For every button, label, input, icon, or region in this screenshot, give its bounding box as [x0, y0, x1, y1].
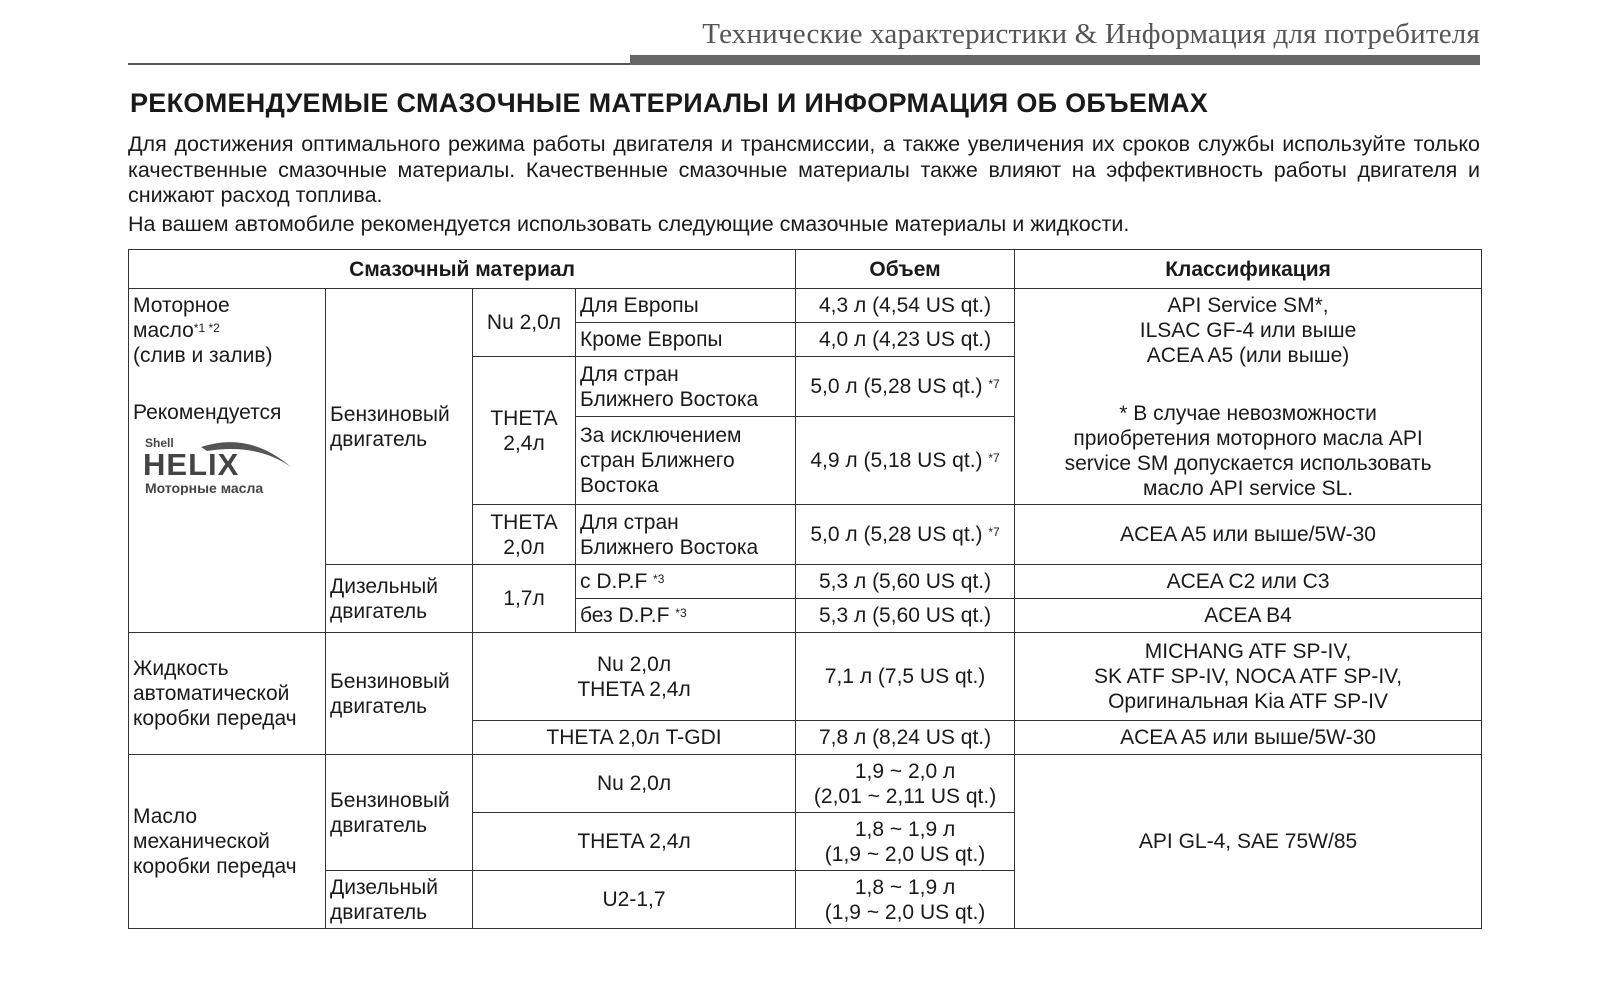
diesel-label-1: Дизельный: [330, 574, 438, 598]
page-title: РЕКОМЕНДУЕМЫЕ СМАЗОЧНЫЕ МАТЕРИАЛЫ И ИНФОРМАЦИЯ ОБ ОБЪЕМАХ: [130, 88, 1209, 118]
header-rule-bar: [630, 55, 1480, 65]
volume-footnote: *7: [988, 451, 1000, 465]
mtf-u2-vol-1: 1,8 ~ 1,9 л: [854, 875, 956, 899]
engine-theta-24: [473, 357, 576, 505]
dpf-without-label: без D.P.F: [580, 604, 670, 627]
header-lubricant: Смазочный материал: [129, 250, 796, 289]
atf-engine-1: Nu 2,0л: [596, 652, 672, 676]
dpf-footnote: *3: [653, 572, 665, 586]
region-me-line-2: Ближнего Востока: [580, 387, 759, 411]
atf-cls-3: Оригинальная Kia ATF SP-IV: [1108, 690, 1388, 713]
mtf-diesel-2: двигатель: [330, 900, 428, 924]
atf-volume: 7,1 л (7,5 US qt.): [796, 633, 1015, 721]
mtf-u2: U2-1,7: [473, 871, 796, 929]
volume-me-value: 5,0 л (5,28 US qt.): [810, 375, 983, 398]
region-me2-line-1: Для стран: [580, 510, 679, 534]
atf-category: [129, 633, 326, 755]
cls-line-2: ILSAC GF-4 или выше: [1139, 318, 1357, 342]
mtf-category: [129, 755, 326, 929]
region-exme-line-1: За исключением: [580, 424, 742, 447]
petrol-label-1: Бензиновый: [330, 402, 450, 426]
region-exme-line-3: Востока: [580, 474, 659, 497]
cls-note-4: масло API service SL.: [1142, 476, 1354, 500]
header-volume: Объем: [796, 250, 1015, 289]
table-header-row: [129, 250, 1482, 289]
theta20-line-1: THETA: [490, 510, 558, 534]
volume-theta20: [796, 505, 1015, 565]
mtf-classification: API GL-4, SAE 75W/85: [1015, 755, 1482, 929]
mtf-label-1: Масло: [133, 805, 198, 828]
atf-classification: [1015, 633, 1482, 721]
atf-label-2: автоматической: [133, 682, 290, 705]
engine-diesel-17: 1,7л: [473, 565, 576, 633]
intro-paragraph-2: На вашем автомобиле рекомендуется использовать следующие смазочные материалы и жидкости.: [128, 212, 1130, 236]
atf-label-3: коробки передач: [133, 707, 297, 730]
engine-oil-classification: [1015, 289, 1482, 505]
cls-note-1: * В случае невозможности: [1119, 401, 1377, 425]
engine-oil-label-1: Моторное: [133, 294, 230, 317]
engine-oil-category: [129, 289, 326, 633]
mtf-nu-volume: [796, 755, 1015, 813]
cls-line-1: API Service SM*,: [1167, 293, 1329, 317]
theta24-line-2: 2,4л: [503, 431, 545, 455]
mtf-label-2: механической: [133, 830, 270, 853]
mtf-u2-volume: [796, 871, 1015, 929]
mtf-petrol-2: двигатель: [330, 813, 428, 837]
logo-brand: Shell: [145, 436, 174, 450]
table-row: [129, 633, 1482, 721]
theta20-line-2: 2,0л: [503, 535, 545, 559]
mtf-theta-vol-1: 1,8 ~ 1,9 л: [854, 817, 956, 841]
cls-dpf-with: ACEA C2 или C3: [1015, 565, 1482, 599]
mtf-theta-vol-2: (1,9 ~ 2,0 US qt.): [824, 842, 986, 866]
atf-petrol-1: Бензиновый: [330, 669, 450, 693]
atf-cls-1: MICHANG ATF SP-IV,: [1144, 640, 1352, 663]
theta24-line-1: THETA: [490, 406, 558, 430]
volume-except-middle-east: [796, 417, 1015, 505]
atf-engines: [473, 633, 796, 721]
mtf-diesel: [326, 871, 473, 929]
table-row: [129, 565, 1482, 599]
engine-oil-footnote: *1 *2: [193, 321, 220, 335]
volume-middle-east: [796, 357, 1015, 417]
volume-theta20-value: 5,0 л (5,28 US qt.): [810, 523, 983, 546]
dpf-without: [576, 599, 796, 633]
mtf-nu-vol-2: (2,01 ~ 2,11 US qt.): [813, 784, 997, 808]
engine-oil-diesel: [326, 565, 473, 633]
dpf-with: [576, 565, 796, 599]
mtf-u2-vol-2: (1,9 ~ 2,0 US qt.): [824, 900, 986, 924]
atf-engine-2: THETA 2,4л: [577, 677, 691, 701]
volume-dpf-with: 5,3 л (5,60 US qt.): [796, 565, 1015, 599]
dpf-footnote: *3: [675, 606, 687, 620]
atf-tgdi-classification: ACEA A5 или выше/5W-30: [1015, 721, 1482, 755]
running-header: Технические характеристики & Информация для потребителя: [702, 18, 1480, 50]
atf-cls-2: SK ATF SP-IV, NOCA ATF SP-IV,: [1093, 665, 1403, 688]
atf-petrol: [326, 633, 473, 755]
engine-oil-label-2: масло: [133, 319, 194, 342]
shell-helix-logo: [139, 433, 295, 495]
mtf-petrol-1: Бензиновый: [330, 788, 450, 812]
engine-oil-petrol: [326, 289, 473, 565]
mtf-diesel-1: Дизельный: [330, 875, 438, 899]
atf-label-1: Жидкость: [133, 657, 229, 680]
mtf-theta: THETA 2,4л: [473, 813, 796, 871]
region-me2-line-2: Ближнего Востока: [580, 535, 759, 559]
petrol-label-2: двигатель: [330, 427, 428, 451]
region-non-europe: Кроме Европы: [576, 323, 796, 357]
engine-nu: Nu 2,0л: [473, 289, 576, 357]
table-row: [129, 289, 1482, 323]
logo-tagline: Моторные масла: [145, 480, 264, 495]
mtf-nu-vol-1: 1,9 ~ 2,0 л: [854, 759, 956, 783]
volume-europe: 4,3 л (4,54 US qt.): [796, 289, 1015, 323]
region-middle-east-theta20: [576, 505, 796, 565]
region-except-middle-east: [576, 417, 796, 505]
lubricants-table: [128, 249, 1482, 929]
volume-dpf-without: 5,3 л (5,60 US qt.): [796, 599, 1015, 633]
mtf-petrol: [326, 755, 473, 871]
engine-theta-20: [473, 505, 576, 565]
atf-tgdi: THETA 2,0л T-GDI: [473, 721, 796, 755]
region-europe: Для Европы: [576, 289, 796, 323]
engine-oil-label-3: (слив и залив): [133, 344, 273, 367]
diesel-label-2: двигатель: [330, 599, 428, 623]
cls-theta20: ACEA A5 или выше/5W-30: [1015, 505, 1482, 565]
mtf-theta-volume: [796, 813, 1015, 871]
cls-note-3: service SM допускается использовать: [1064, 451, 1432, 475]
cls-dpf-without: ACEA B4: [1015, 599, 1482, 633]
volume-footnote: *7: [988, 525, 1000, 539]
mtf-label-3: коробки передач: [133, 855, 297, 878]
atf-tgdi-volume: 7,8 л (8,24 US qt.): [796, 721, 1015, 755]
volume-non-europe: 4,0 л (4,23 US qt.): [796, 323, 1015, 357]
volume-exme-value: 4,9 л (5,18 US qt.): [810, 449, 983, 472]
region-me-line-1: Для стран: [580, 362, 679, 386]
volume-footnote: *7: [988, 377, 1000, 391]
region-exme-line-2: стран Ближнего: [580, 449, 735, 472]
cls-note-2: приобретения моторного масла API: [1073, 426, 1423, 450]
table-row: [129, 755, 1482, 813]
cls-line-3: ACEA A5 (или выше): [1146, 343, 1350, 367]
intro-paragraph-1: Для достижения оптимального режима работы двигателя и трансмиссии, а также увеличения их сроков службы используйте только качественные смазочные материалы. Качественные смазочные материалы также влияют на эффективность работы двигателя и снижают расход топлива.: [128, 132, 1480, 207]
dpf-with-label: с D.P.F: [580, 570, 648, 593]
recommended-label: Рекомендуется: [133, 401, 282, 424]
region-middle-east: [576, 357, 796, 417]
mtf-nu: Nu 2,0л: [473, 755, 796, 813]
atf-petrol-2: двигатель: [330, 694, 428, 718]
header-classification: Классификация: [1015, 250, 1482, 289]
logo-name: HELIX: [143, 447, 240, 482]
